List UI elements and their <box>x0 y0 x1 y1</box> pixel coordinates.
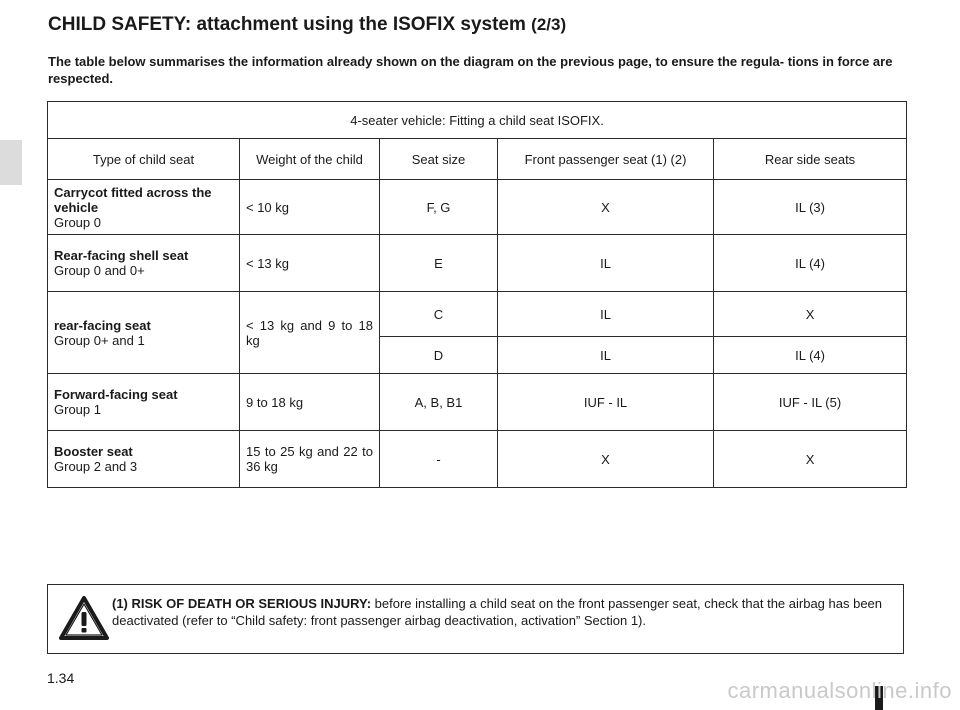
header-seat-size: Seat size <box>380 139 498 180</box>
watermark: carmanualsonline.info <box>727 678 952 703</box>
header-weight: Weight of the child <box>240 139 380 180</box>
title-main: CHILD SAFETY: attachment using the ISOFIX system <box>48 14 526 35</box>
page-number: 1.34 <box>47 670 75 686</box>
page-title <box>48 14 566 36</box>
table-row: Booster seat Group 2 and 3 15 to 25 kg and 22 to 36 kg - X X <box>48 431 907 488</box>
table-header-row <box>48 139 907 180</box>
header-front-seat: Front passenger seat (1) (2) <box>498 139 714 180</box>
table-row: Forward-facing seat Group 1 9 to 18 kg A, B, B1 IUF - IL IUF - IL (5) <box>48 374 907 431</box>
warning-box <box>47 584 904 654</box>
table-row: rear-facing seat Group 0+ and 1 < 13 kg and 9 to 18 kg C IL X <box>48 292 907 337</box>
warning-triangle-icon <box>58 595 110 641</box>
table-caption: 4-seater vehicle: Fitting a child seat ISOFIX. <box>48 102 907 139</box>
table-row: D IL IL (4) <box>48 337 907 374</box>
side-tab-marker <box>0 140 22 185</box>
isofix-table <box>47 101 907 488</box>
header-type: Type of child seat <box>48 139 240 180</box>
intro-paragraph: The table below summarises the information already shown on the diagram on the previous page, to ensure the regula- tions in force are respected. <box>48 54 893 86</box>
warning-text: (1) RISK OF DEATH OR SERIOUS INJURY: before installing a child seat on the front passenger seat, check that the airbag has been deactivated (refer to “Child safety: front passenger airbag deactivation, activation” Section 1). <box>112 596 883 628</box>
title-part: (2/3) <box>531 15 567 34</box>
header-rear-seats: Rear side seats <box>714 139 907 180</box>
table-row: Carrycot fitted across the vehicle Group 0 < 10 kg F, G X IL (3) <box>48 180 907 235</box>
table-row: Rear-facing shell seat Group 0 and 0+ < 13 kg E IL IL (4) <box>48 235 907 292</box>
